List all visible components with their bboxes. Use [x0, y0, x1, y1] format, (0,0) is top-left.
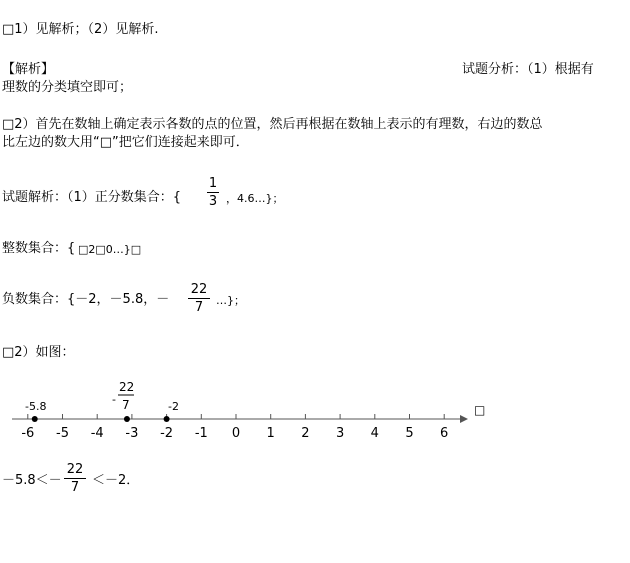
conclusion-left: －5.8＜－: [2, 473, 62, 488]
fraction-denominator: 3: [208, 194, 218, 209]
tick-label: -4: [90, 426, 104, 441]
number-point: [164, 416, 170, 422]
number-point: [32, 416, 38, 422]
negative-set-rest: …}；: [216, 294, 245, 307]
fraction-numerator: 22: [190, 282, 208, 297]
conclusion-fraction: [64, 462, 86, 495]
number-line-ticks: [21, 414, 448, 441]
number-line-arrow-label: □: [474, 403, 486, 417]
analysis-line2: □2）首先在数轴上确定表示各数的点的位置，然后再根据在数轴上表示的有理数，右边的数总: [2, 117, 543, 132]
number-point: [124, 416, 130, 422]
part2-heading: □2）如图：: [2, 345, 75, 360]
integer-set-values: □2□0…}□: [78, 243, 142, 256]
tick-label: 6: [440, 426, 449, 441]
tick-label: 2: [301, 426, 310, 441]
positive-set-rest: ，4.6…}；: [226, 192, 284, 205]
tick-label: 4: [370, 426, 379, 441]
point-label-fraction-den: 7: [122, 398, 130, 412]
tick-label: -2: [160, 426, 174, 441]
fraction-denominator: 7: [194, 300, 204, 315]
fraction-numerator: 1: [208, 176, 218, 191]
point-label-fraction-num: 22: [119, 380, 135, 394]
fraction-bar: [64, 478, 86, 479]
analysis-line3: 比左边的数大用“□”把它们连接起来即可．: [2, 135, 249, 150]
tick-label: 1: [266, 426, 275, 441]
tick-label: 3: [335, 426, 345, 441]
integer-set-label: 整数集合：{: [2, 241, 76, 256]
point-label-prefix: -: [112, 393, 116, 406]
positive-set-label: 试题解析：（1）正分数集合：{: [2, 190, 182, 205]
analysis-line1: 理数的分类填空即可；: [2, 80, 133, 95]
negative-set-label: 负数集合：{－2，－5.8，－: [2, 292, 170, 307]
fraction-bar: [188, 298, 210, 299]
fraction-numerator: 22: [66, 462, 84, 477]
fraction-bar: [207, 192, 219, 193]
number-line-arrow-icon: [460, 415, 468, 423]
point-label-neg-5-8: -5.8: [25, 400, 47, 413]
fraction-denominator: 7: [70, 480, 80, 495]
point-label-neg-2: -2: [168, 400, 179, 413]
analysis-header: 【解析】: [2, 62, 55, 77]
analysis-lead: 试题分析：（1）根据有: [462, 62, 594, 77]
tick-label: -5: [56, 426, 69, 441]
positive-fraction: [207, 176, 219, 209]
tick-label: -1: [194, 426, 208, 441]
tick-label: 5: [405, 426, 414, 441]
tick-label: -6: [21, 426, 35, 441]
tick-label: -3: [125, 426, 139, 441]
answer-line: □1）见解析；（2）见解析.: [2, 22, 159, 37]
number-line: [0, 375, 500, 450]
conclusion-right: ＜－2．: [92, 473, 140, 488]
tick-label: 0: [231, 426, 241, 441]
negative-fraction: [188, 282, 210, 315]
